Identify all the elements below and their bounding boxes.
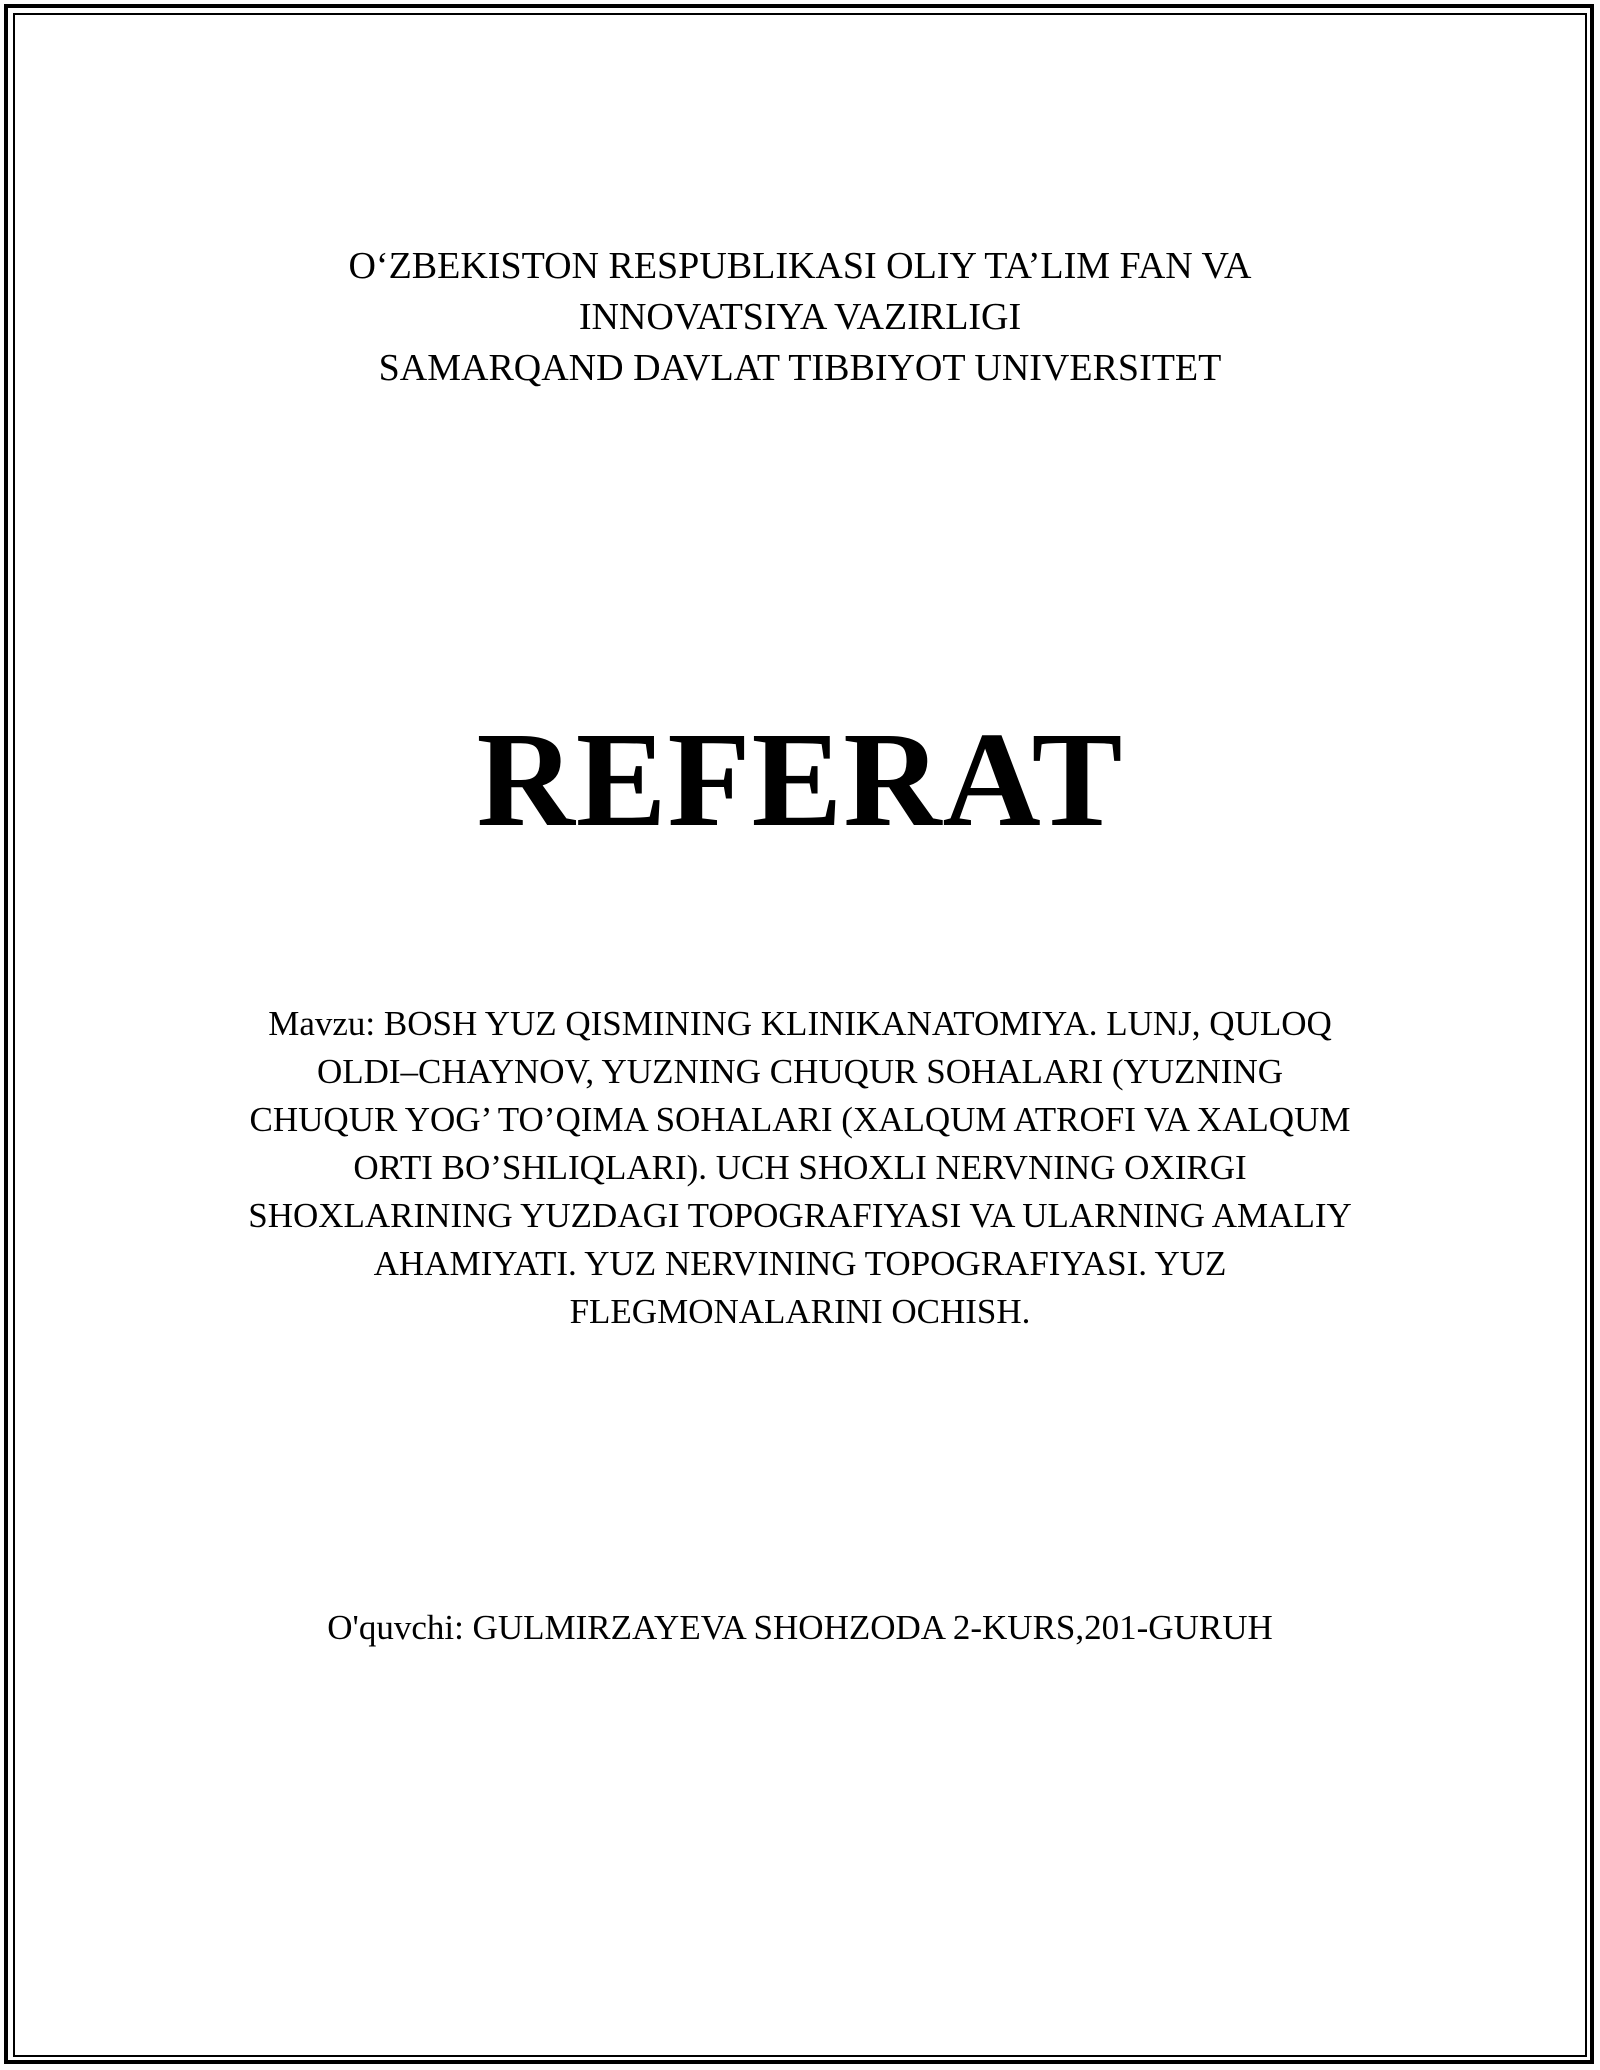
student-info: O'quvchi: GULMIRZAYEVA SHOHZODA 2-KURS,201-GURUH (327, 1608, 1273, 1647)
institution-header (0, 241, 1600, 394)
document-title: REFERAT (476, 705, 1124, 855)
header-line-ministry-cont: INNOVATSIYA VAZIRLIGI (578, 296, 1022, 338)
header-line-university: SAMARQAND DAVLAT TIBBIYOT UNIVERSITET (378, 347, 1222, 389)
topic-text: Mavzu: BOSH YUZ QISMINING KLINIKANATOMIYA. LUNJ, QULOQ OLDI–CHAYNOV, YUZNING CHUQUR SOHALARI (YUZNING CHUQUR YOG’ TO’QIMA SOHALARI (XALQUM ATROFI VA XALQUM ORTI BO’SHLIQLARI). UCH SHOXLI NERVNING OXIRGI SHOXLARINING YUZDAGI TOPOGRAFIYASI VA ULARNING AMALIY AHAMIYATI. YUZ NERVINING TOPOGRAFIYASI. YUZ FLEGMONALARINI OCHISH. (248, 1004, 1352, 1331)
topic-section (0, 1000, 1600, 1336)
header-line-ministry: O‘ZBEKISTON RESPUBLIKASI OLIY TA’LIM FAN VA (348, 245, 1252, 287)
